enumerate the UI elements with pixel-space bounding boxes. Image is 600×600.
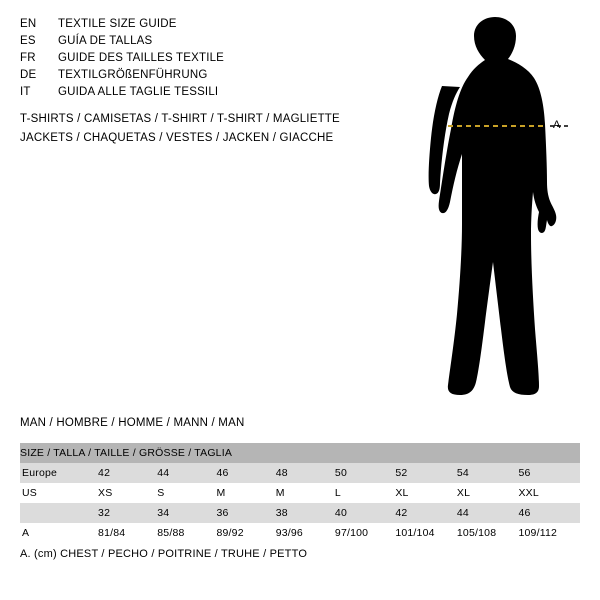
cell: 36 (216, 503, 275, 523)
cell: 97/100 (335, 523, 395, 543)
cell: 40 (335, 503, 395, 523)
category-line-tshirts: T-SHIRTS / CAMISETAS / T-SHIRT / T-SHIRT / MAGLIETTE (20, 113, 340, 125)
cell: M (276, 483, 335, 503)
cell: 32 (98, 503, 157, 523)
language-text: GUIDA ALLE TAGLIE TESSILI (58, 86, 219, 98)
cell: M (216, 483, 275, 503)
language-list (20, 16, 380, 101)
cell: 34 (157, 503, 216, 523)
language-code: DE (20, 69, 37, 81)
table-title: MAN / HOMBRE / HOMME / MANN / MAN (20, 417, 245, 429)
body-silhouette-figure (400, 14, 590, 404)
language-row (20, 50, 380, 67)
cell: XL (457, 483, 519, 503)
language-code: IT (20, 86, 31, 98)
cell: XS (98, 483, 157, 503)
row-label: Europe (20, 463, 98, 483)
cell: 42 (98, 463, 157, 483)
table-row (20, 463, 580, 483)
cell: 54 (457, 463, 519, 483)
man-silhouette-icon (439, 17, 557, 395)
cell: 44 (457, 503, 519, 523)
cell: XL (395, 483, 457, 503)
cell: 38 (276, 503, 335, 523)
language-row (20, 16, 380, 33)
cell: 109/112 (518, 523, 580, 543)
row-label: US (20, 483, 98, 503)
silhouette-svg (400, 14, 590, 404)
cell: 93/96 (276, 523, 335, 543)
language-text: GUIDE DES TAILLES TEXTILE (58, 52, 225, 64)
cell: 48 (276, 463, 335, 483)
cell: 50 (335, 463, 395, 483)
chest-measure-label: A (553, 119, 561, 131)
language-code: EN (20, 18, 37, 30)
cell: 44 (157, 463, 216, 483)
cell: 46 (518, 503, 580, 523)
language-text: TEXTILGRÖßENFÜHRUNG (58, 69, 208, 81)
size-table (20, 443, 580, 543)
table-row (20, 523, 580, 543)
language-row (20, 84, 380, 101)
language-text: TEXTILE SIZE GUIDE (58, 18, 177, 30)
cell: 85/88 (157, 523, 216, 543)
category-list (20, 110, 420, 148)
language-code: ES (20, 35, 36, 47)
category-line-jackets: JACKETS / CHAQUETAS / VESTES / JACKEN / GIACCHE (20, 132, 334, 144)
language-row (20, 67, 380, 84)
table-row (20, 483, 580, 503)
cell: 52 (395, 463, 457, 483)
cell: 105/108 (457, 523, 519, 543)
language-code: FR (20, 52, 36, 64)
cell: L (335, 483, 395, 503)
cell: 46 (216, 463, 275, 483)
row-label (20, 503, 98, 523)
table-header-row (20, 443, 580, 463)
row-label: A (20, 523, 98, 543)
language-row (20, 33, 380, 50)
cell: 101/104 (395, 523, 457, 543)
cell: 89/92 (216, 523, 275, 543)
cell: S (157, 483, 216, 503)
cell: 81/84 (98, 523, 157, 543)
cell: 56 (518, 463, 580, 483)
cell: XXL (518, 483, 580, 503)
table-row (20, 503, 580, 523)
footnote: A. (cm) CHEST / PECHO / POITRINE / TRUHE / PETTO (20, 548, 308, 560)
table-header-label: SIZE / TALLA / TAILLE / GRÖSSE / TAGLIA (20, 443, 580, 463)
language-text: GUÍA DE TALLAS (58, 35, 153, 47)
cell: 42 (395, 503, 457, 523)
